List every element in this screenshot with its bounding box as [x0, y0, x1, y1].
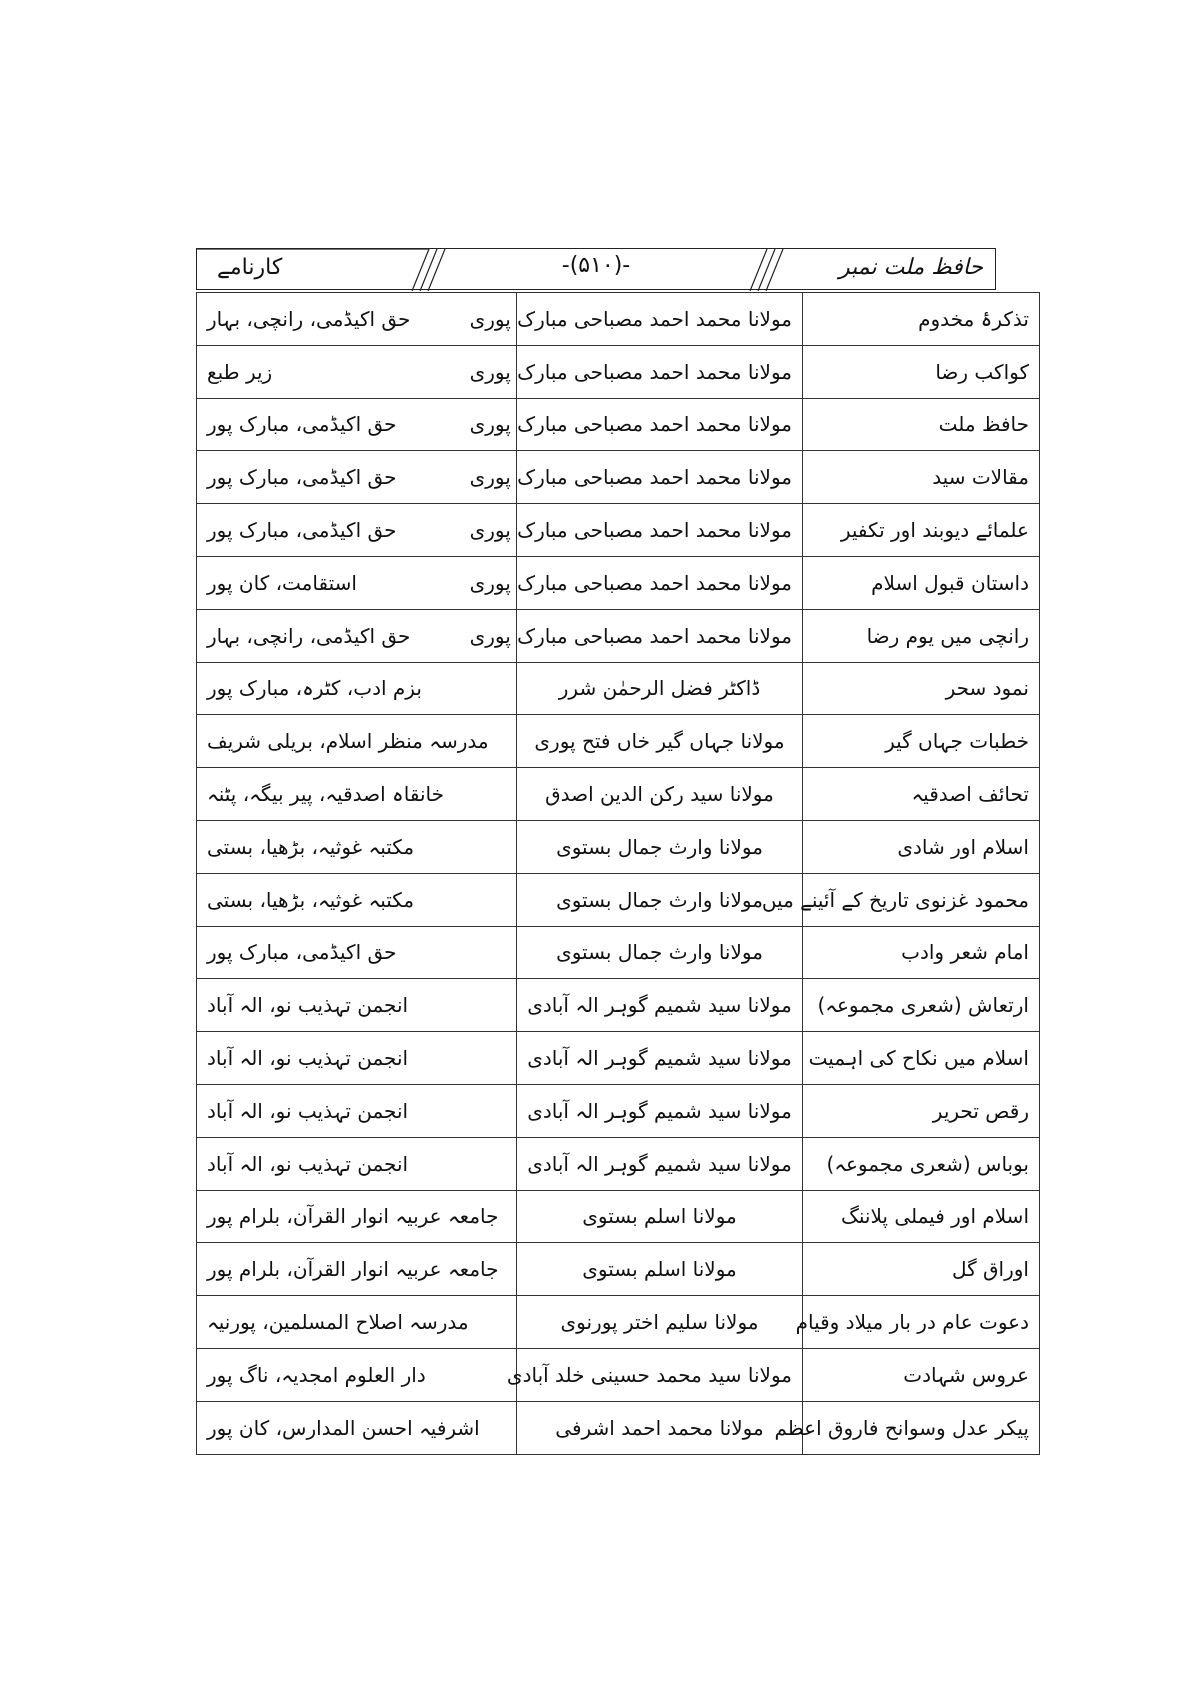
book-publisher: انجمن تہذیب نو، الہ آباد	[197, 1032, 517, 1085]
table-row	[197, 1401, 1040, 1454]
book-title: اسلام اور شادی	[803, 820, 1040, 873]
book-publisher: حق اکیڈمی، مبارک پور	[197, 451, 517, 504]
book-title: محمود غزنوی تاریخ کے آئینے میں	[803, 873, 1040, 926]
book-author: مولانا وارث جمال بستوی	[517, 820, 803, 873]
book-title: اسلام اور فیملی پلاننگ	[803, 1190, 1040, 1243]
book-title: امام شعر وادب	[803, 926, 1040, 979]
book-title: رقص تحریر	[803, 1084, 1040, 1137]
book-publisher: خانقاہ اصدقیہ، پیر بیگہ، پٹنہ	[197, 768, 517, 821]
book-author: مولانا جہاں گیر خاں فتح پوری	[517, 715, 803, 768]
table-row	[197, 398, 1040, 451]
book-publisher: زیر طبع	[197, 345, 517, 398]
book-author: مولانا محمد احمد مصباحی مبارک پوری	[517, 451, 803, 504]
book-publisher: حق اکیڈمی، مبارک پور	[197, 926, 517, 979]
book-publisher: جامعہ عربیہ انوار القرآن، بلرام پور	[197, 1243, 517, 1296]
table-row	[197, 1296, 1040, 1349]
book-author: مولانا محمد احمد مصباحی مبارک پوری	[517, 504, 803, 557]
table-row	[197, 926, 1040, 979]
table-row	[197, 979, 1040, 1032]
book-author: ڈاکٹر فضل الرحمٰن شرر	[517, 662, 803, 715]
journal-title: حافظ ملت نمبر	[839, 255, 983, 280]
table-row	[197, 1084, 1040, 1137]
table-row	[197, 1243, 1040, 1296]
table-row	[197, 293, 1040, 346]
table-row	[197, 1348, 1040, 1401]
book-title: اسلام میں نکاح کی اہمیت	[803, 1032, 1040, 1085]
books-table	[196, 292, 1029, 1455]
book-publisher: حق اکیڈمی، رانچی، بہار	[197, 293, 517, 346]
page-number: -(۵۱۰)-	[561, 253, 631, 278]
book-publisher: مکتبہ غوثیہ، بڑھیا، بستی	[197, 873, 517, 926]
book-title: علمائے دیوبند اور تکفیر	[803, 504, 1040, 557]
book-author: مولانا سید شمیم گوہر الہ آبادی	[517, 1137, 803, 1190]
book-author: مولانا سلیم اختر پورنوی	[517, 1296, 803, 1349]
table-row	[197, 1190, 1040, 1243]
book-publisher: مدرسہ منظر اسلام، بریلی شریف	[197, 715, 517, 768]
table-row	[197, 715, 1040, 768]
table-row	[197, 1032, 1040, 1085]
book-author: مولانا محمد احمد مصباحی مبارک پوری	[517, 293, 803, 346]
book-title: تحائف اصدقیہ	[803, 768, 1040, 821]
book-title: حافظ ملت	[803, 398, 1040, 451]
book-author: مولانا محمد احمد اشرفی	[517, 1401, 803, 1454]
book-title: عروس شہادت	[803, 1348, 1040, 1401]
section-title: کارنامے	[217, 255, 283, 280]
book-title: خطبات جہاں گیر	[803, 715, 1040, 768]
table-row	[197, 609, 1040, 662]
book-title: ارتعاش (شعری مجموعہ)	[803, 979, 1040, 1032]
table-row	[197, 504, 1040, 557]
book-publisher: انجمن تہذیب نو، الہ آباد	[197, 979, 517, 1032]
table-row	[197, 820, 1040, 873]
book-publisher: دار العلوم امجدیہ، ناگ پور	[197, 1348, 517, 1401]
book-author: مولانا سید شمیم گوہر الہ آبادی	[517, 1032, 803, 1085]
book-publisher: مکتبہ غوثیہ، بڑھیا، بستی	[197, 820, 517, 873]
book-publisher: استقامت، کان پور	[197, 556, 517, 609]
book-publisher: جامعہ عربیہ انوار القرآن، بلرام پور	[197, 1190, 517, 1243]
book-title: اوراق گل	[803, 1243, 1040, 1296]
book-publisher: مدرسہ اصلاح المسلمین، پورنیہ	[197, 1296, 517, 1349]
book-title: بوباس (شعری مجموعہ)	[803, 1137, 1040, 1190]
book-publisher: حق اکیڈمی، مبارک پور	[197, 398, 517, 451]
book-author: مولانا وارث جمال بستوی	[517, 926, 803, 979]
table-row	[197, 873, 1040, 926]
book-author: مولانا سید شمیم گوہر الہ آبادی	[517, 979, 803, 1032]
book-author: مولانا اسلم بستوی	[517, 1190, 803, 1243]
book-title: مقالات سید	[803, 451, 1040, 504]
book-publisher: انجمن تہذیب نو، الہ آباد	[197, 1084, 517, 1137]
book-title: دعوت عام در بار میلاد وقیام	[803, 1296, 1040, 1349]
book-author: مولانا سید شمیم گوہر الہ آبادی	[517, 1084, 803, 1137]
book-publisher: حق اکیڈمی، مبارک پور	[197, 504, 517, 557]
book-publisher: حق اکیڈمی، رانچی، بہار	[197, 609, 517, 662]
table-row	[197, 345, 1040, 398]
book-title: رانچی میں یوم رضا	[803, 609, 1040, 662]
book-author: مولانا سید محمد حسینی خلد آبادی	[517, 1348, 803, 1401]
book-author: مولانا محمد احمد مصباحی مبارک پوری	[517, 398, 803, 451]
table-row	[197, 556, 1040, 609]
book-author: مولانا محمد احمد مصباحی مبارک پوری	[517, 609, 803, 662]
book-title: کواکب رضا	[803, 345, 1040, 398]
book-title: داستان قبول اسلام	[803, 556, 1040, 609]
book-publisher: اشرفیہ احسن المدارس، کان پور	[197, 1401, 517, 1454]
book-publisher: بزم ادب، کٹرہ، مبارک پور	[197, 662, 517, 715]
book-author: مولانا وارث جمال بستوی	[517, 873, 803, 926]
book-publisher: انجمن تہذیب نو، الہ آباد	[197, 1137, 517, 1190]
book-title: پیکر عدل وسوانح فاروق اعظم	[803, 1401, 1040, 1454]
book-author: مولانا اسلم بستوی	[517, 1243, 803, 1296]
book-author: مولانا محمد احمد مصباحی مبارک پوری	[517, 556, 803, 609]
table-row	[197, 451, 1040, 504]
book-author: مولانا سید رکن الدین اصدق	[517, 768, 803, 821]
table-row	[197, 768, 1040, 821]
table-row	[197, 662, 1040, 715]
book-title: تذکرۂ مخدوم	[803, 293, 1040, 346]
table-row	[197, 1137, 1040, 1190]
book-title: نمود سحر	[803, 662, 1040, 715]
books-table-body	[197, 293, 1040, 1455]
book-author: مولانا محمد احمد مصباحی مبارک پوری	[517, 345, 803, 398]
running-header	[196, 248, 996, 290]
